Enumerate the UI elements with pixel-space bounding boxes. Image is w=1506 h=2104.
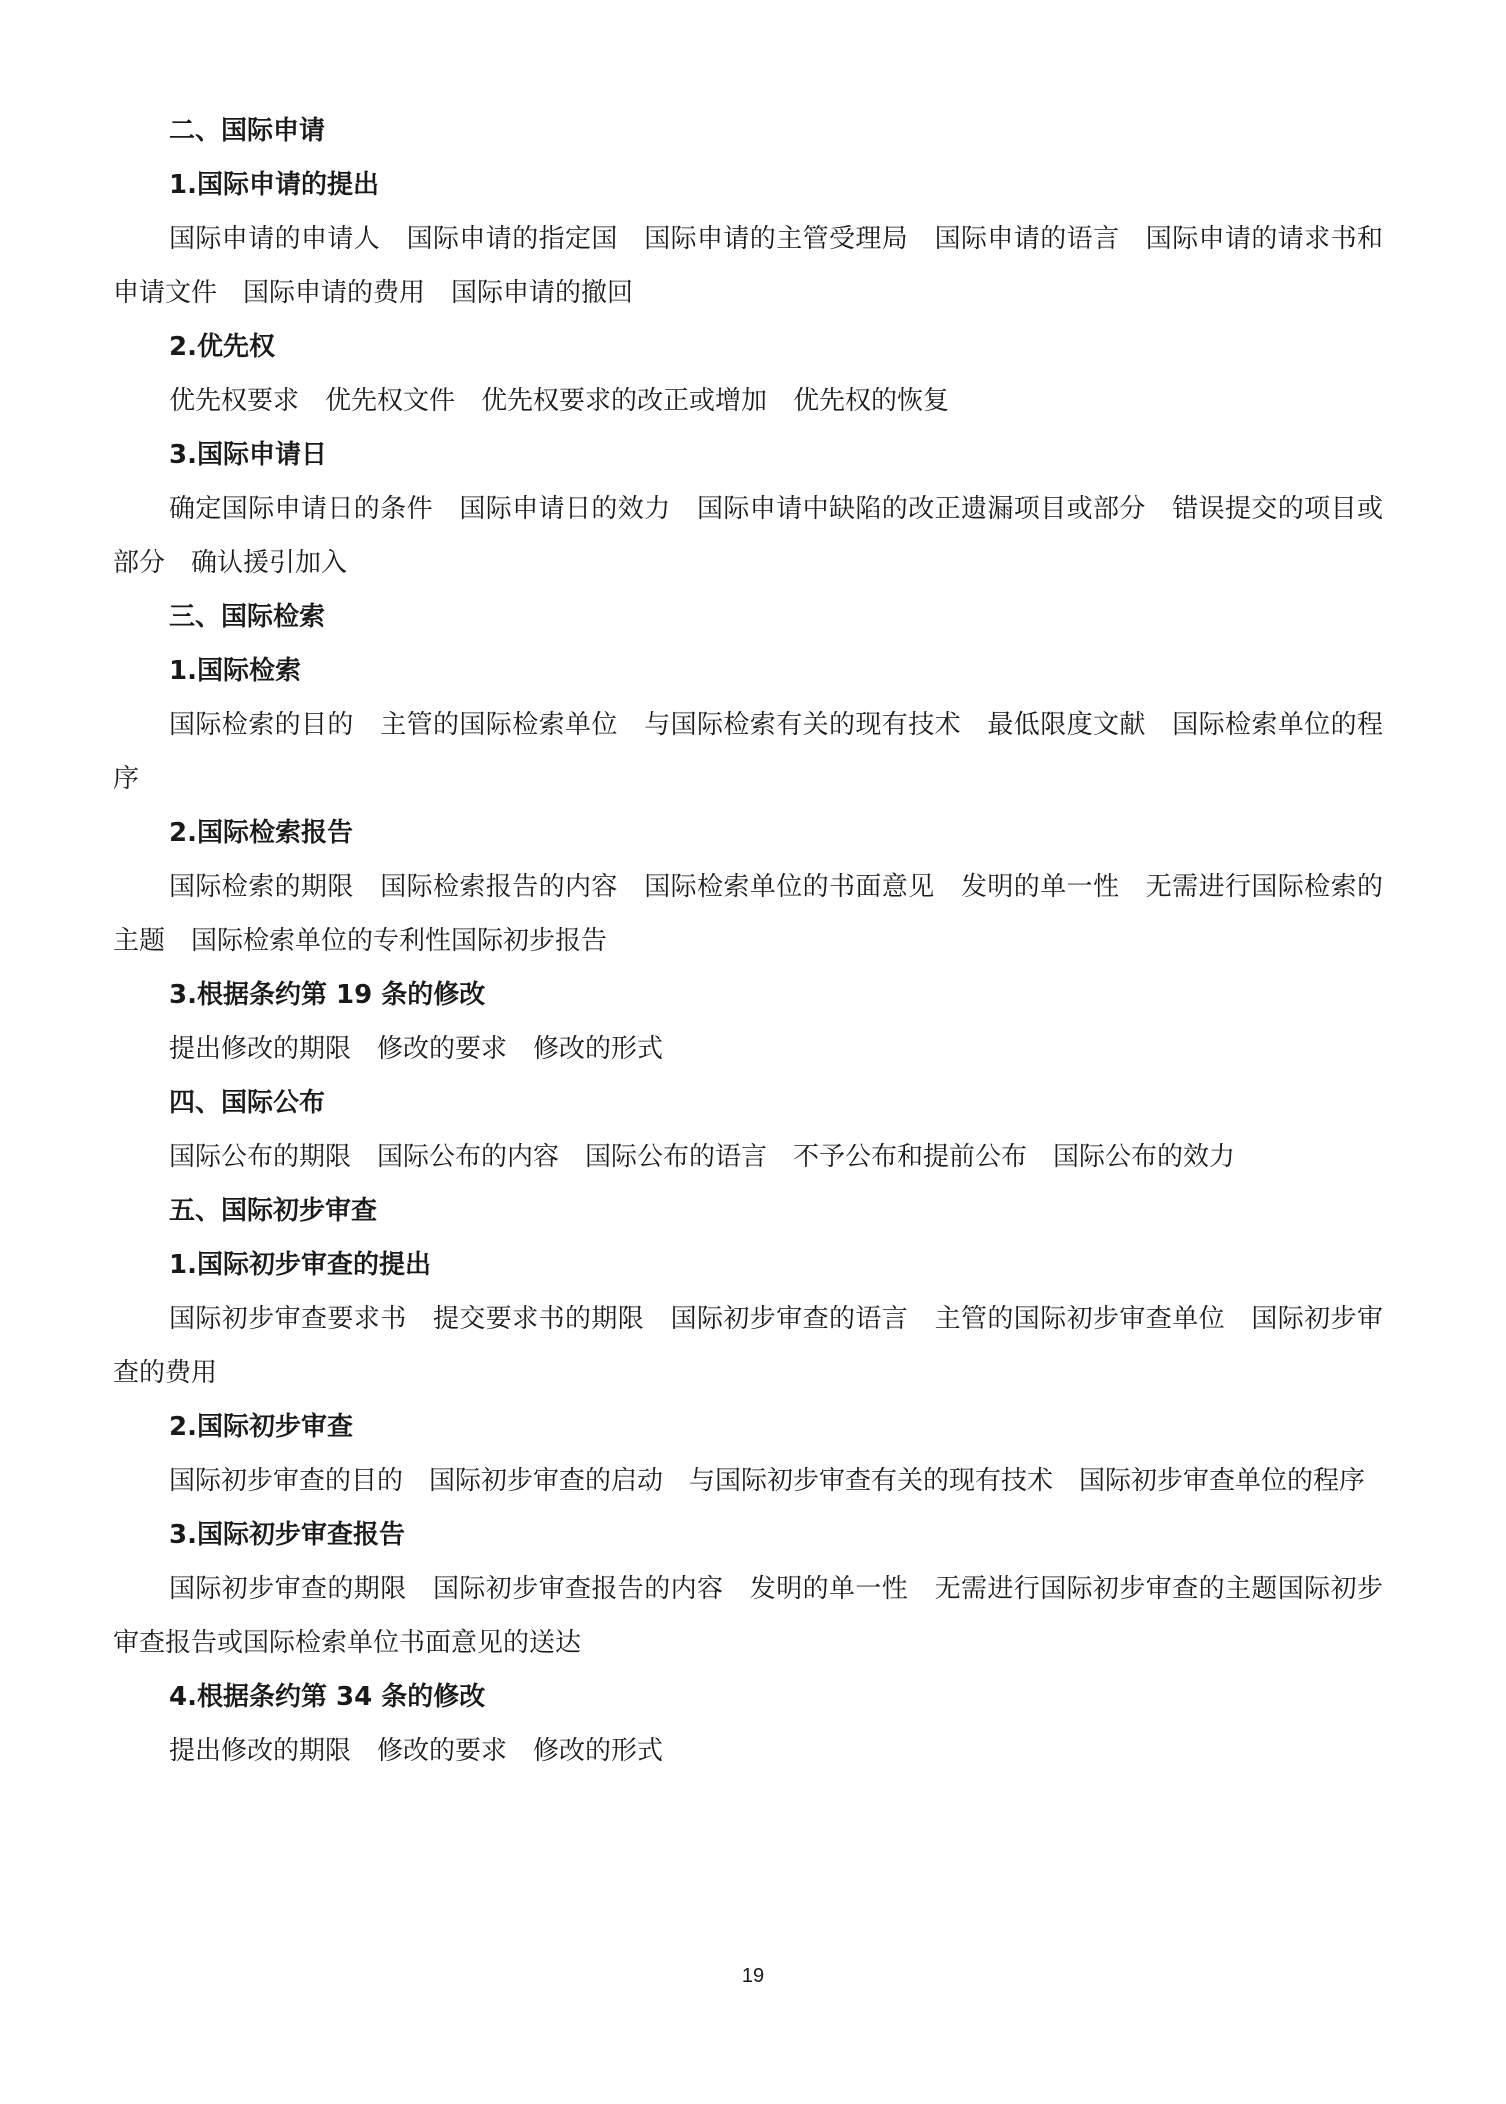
subsection-heading: 4.根据条约第 34 条的修改	[169, 1682, 486, 1712]
subsection-heading: 3.根据条约第 19 条的修改	[169, 980, 486, 1010]
body-paragraph: 提出修改的期限 修改的要求 修改的形式	[169, 1736, 664, 1766]
body-paragraph: 国际公布的期限 国际公布的内容 国际公布的语言 不予公布和提前公布 国际公布的效力	[169, 1142, 1236, 1172]
body-paragraph: 优先权要求 优先权文件 优先权要求的改正或增加 优先权的恢复	[169, 386, 950, 416]
section-heading: 二、国际申请	[169, 116, 326, 146]
body-paragraph: 国际检索的目的 主管的国际检索单位 与国际检索有关的现有技术 最低限度文献 国际检索单位的程序	[113, 710, 1383, 794]
page-content	[113, 104, 1383, 1778]
subsection-heading: 3.国际申请日	[169, 440, 327, 470]
subsection-heading: 2.国际初步审查	[169, 1412, 353, 1442]
subsection-heading: 1.国际初步审查的提出	[169, 1250, 431, 1280]
subsection-heading: 2.优先权	[169, 332, 275, 362]
section-heading: 五、国际初步审查	[169, 1196, 378, 1226]
subsection-heading: 1.国际申请的提出	[169, 170, 379, 200]
subsection-heading: 3.国际初步审查报告	[169, 1520, 405, 1550]
page-number: 19	[741, 1965, 765, 1987]
section-heading: 三、国际检索	[169, 602, 326, 632]
subsection-heading: 1.国际检索	[169, 656, 301, 686]
body-paragraph: 国际初步审查的期限 国际初步审查报告的内容 发明的单一性 无需进行国际初步审查的主题国际初步审查报告或国际检索单位书面意见的送达	[113, 1574, 1383, 1658]
body-paragraph: 国际申请的申请人 国际申请的指定国 国际申请的主管受理局 国际申请的语言 国际申请的请求书和申请文件 国际申请的费用 国际申请的撤回	[113, 224, 1383, 308]
body-paragraph: 确定国际申请日的条件 国际申请日的效力 国际申请中缺陷的改正遗漏项目或部分 错误提交的项目或部分 确认援引加入	[113, 494, 1383, 578]
body-paragraph: 国际初步审查要求书 提交要求书的期限 国际初步审查的语言 主管的国际初步审查单位 国际初步审查的费用	[113, 1304, 1383, 1388]
subsection-heading: 2.国际检索报告	[169, 818, 353, 848]
section-heading: 四、国际公布	[169, 1088, 326, 1118]
body-paragraph: 国际检索的期限 国际检索报告的内容 国际检索单位的书面意见 发明的单一性 无需进行国际检索的主题 国际检索单位的专利性国际初步报告	[113, 872, 1383, 956]
body-paragraph: 提出修改的期限 修改的要求 修改的形式	[169, 1034, 664, 1064]
body-paragraph: 国际初步审查的目的 国际初步审查的启动 与国际初步审查有关的现有技术 国际初步审查单位的程序	[169, 1466, 1366, 1496]
